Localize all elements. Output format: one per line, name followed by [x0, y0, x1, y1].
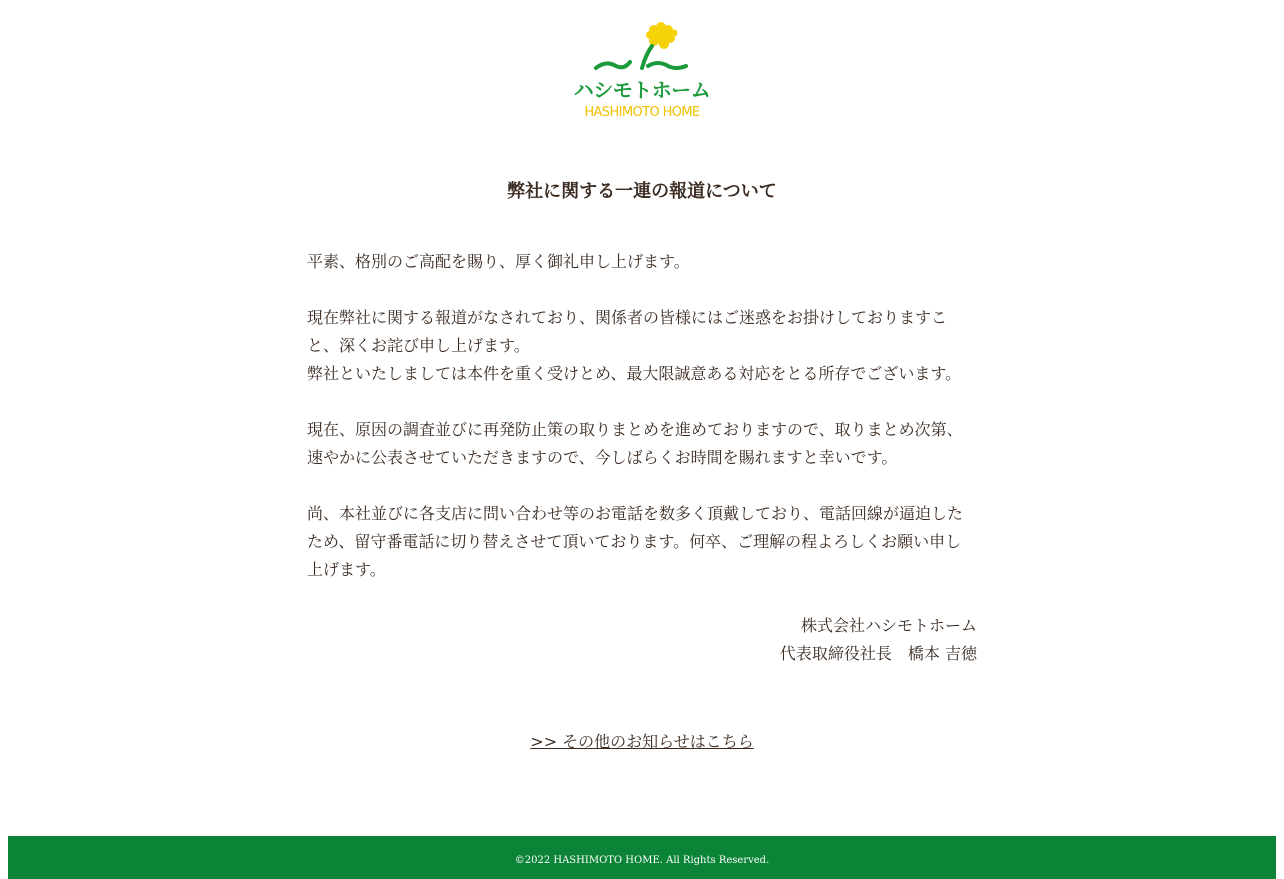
notice-paragraph-2-text: 現在弊社に関する報道がなされており、関係者の皆様にはご迷惑をお掛けしておりますこと、深くお詫び申し上げます。 弊社といたしましては本件を重く受けとめ、最大限誠意ある対応をとる所存でございます。 [307, 308, 962, 383]
company-logo[interactable] [566, 18, 718, 126]
representative-name: 代表取締役社長 橋本 吉徳 [779, 644, 977, 663]
notice-body [307, 248, 977, 668]
logo-text-en: HASHIMOTO HOME [584, 105, 700, 120]
signature [307, 612, 977, 668]
notice-paragraph-3: 現在、原因の調査並びに再発防止策の取りまとめを進めておりますので、取りまとめ次第、速やかに公表させていただきますので、今しばらくお時間を賜れますと幸いです。 [307, 420, 963, 467]
notice-paragraph-4: 尚、本社並びに各支店に問い合わせ等のお電話を数多く頂戴しており、電話回線が逼迫したため、留守番電話に切り替えさせて頂いております。何卒、ご理解の程よろしくお願い申し上げます。 [307, 504, 964, 579]
notice-paragraph-2 [307, 304, 977, 388]
other-news-link-container [0, 728, 1284, 756]
dandelion-logo-icon [566, 18, 718, 78]
notice-paragraph-1: 平素、格別のご高配を賜り、厚く御礼申し上げます。 [307, 252, 690, 271]
footer [8, 836, 1276, 879]
logo-text-jp: ハシモトホーム [573, 78, 711, 102]
copyright-text: ©2022 HASHIMOTO HOME. All Rights Reserved. [514, 855, 770, 866]
notice-title: 弊社に関する一連の報道について [507, 181, 777, 202]
company-name: 株式会社ハシモトホーム [800, 616, 977, 635]
other-news-link[interactable]: >> その他のお知らせはこちら [530, 732, 754, 751]
